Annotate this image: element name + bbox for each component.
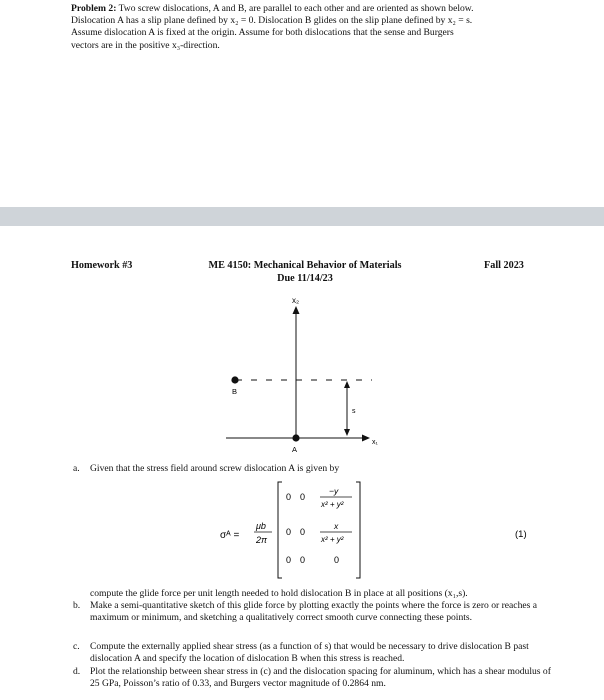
due-date: Due 11/14/23	[277, 272, 333, 284]
two-pi-denominator: 2π	[256, 535, 268, 545]
item-c	[73, 641, 563, 665]
matrix-r3c3: 0	[334, 555, 340, 565]
item-b-text: Make a semi-quantitative sketch of this glide force by plotting exactly the points where the force is zero or reaches a maximum or minimum, and sketching a qualitatively correct smooth curve connecting these points.	[90, 600, 538, 623]
dislocation-b-label: B	[232, 387, 238, 396]
x1-label: x₁	[372, 439, 378, 446]
item-c-label: c.	[73, 641, 80, 652]
sigma-a-symbol: σᴬ =	[220, 530, 240, 541]
matrix-r2c3-denominator: x² + y²	[321, 535, 344, 544]
matrix-r1c3-numerator: −y	[329, 486, 339, 496]
item-d	[73, 666, 563, 690]
item-a-label: a.	[73, 463, 80, 474]
matrix-r2c2: 0	[300, 527, 306, 537]
homework-title: Homework #3	[71, 260, 133, 271]
equation-number: (1)	[515, 529, 527, 540]
problem-line-4: vectors are in the positive x₃-direction.	[71, 39, 220, 51]
matrix-r3c1: 0	[286, 555, 292, 565]
problem-line-2: Dislocation A has a slip plane defined by x₂ = 0. Dislocation B glides on the slip plane defined by x₂ = s.	[71, 15, 473, 27]
problem-line-3: Assume dislocation A is fixed at the origin. Assume for both dislocations that the sense and Burgers	[71, 27, 454, 39]
term-label: Fall 2023	[484, 260, 524, 271]
problem-label: Problem 2:	[71, 3, 117, 14]
matrix-r1c1: 0	[286, 492, 292, 502]
problem-line-1: Problem 2: Two screw dislocations, A and B, are parallel to each other and are oriented as shown below.	[71, 3, 474, 14]
matrix-r2c1: 0	[286, 527, 292, 537]
x2-label: x₂	[292, 296, 300, 305]
item-d-text: Plot the relationship between shear stress in (c) and the dislocation spacing for aluminum, which has a shear modulus of 25 GPa, Poisson’s ratio of 0.33, and Burgers vector magnitude of 0.2864 nm.	[90, 666, 551, 689]
matrix-right-bracket	[356, 482, 360, 578]
matrix-left-bracket	[278, 482, 282, 578]
item-b-label: b.	[73, 600, 81, 611]
mu-b-numerator: μb	[256, 521, 266, 531]
course-title: ME 4150: Mechanical Behavior of Materials	[208, 260, 402, 271]
spacing-label: s	[352, 408, 356, 415]
matrix-r1c3-denominator: x² + y²	[321, 500, 344, 509]
matrix-r2c3-numerator: x	[334, 521, 339, 531]
item-a-text: Given that the stress field around screw dislocation A is given by	[90, 463, 340, 474]
matrix-r3c2: 0	[300, 555, 306, 565]
item-c-text: Compute the externally applied shear stress (as a function of s) that would be necessary to drive dislocation B past dislocation A and specify the location of dislocation B when this stress is reached.	[90, 641, 529, 664]
item-b	[73, 600, 563, 636]
matrix-r1c2: 0	[300, 492, 306, 502]
item-a-continuation: compute the glide force per unit length needed to hold dislocation B in place at all positions (x₁,s).	[90, 588, 468, 599]
dislocation-a-label: A	[292, 445, 298, 454]
item-d-label: d.	[73, 666, 81, 677]
